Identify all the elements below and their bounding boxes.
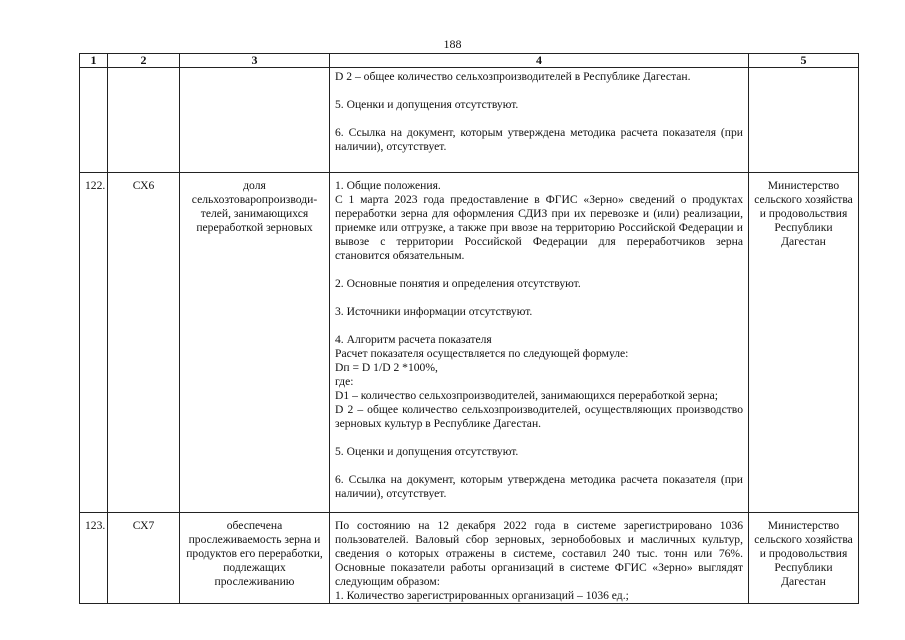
responsible-body: Министерство сельского хозяйства и продовольствия Республики Дагестан — [749, 513, 859, 604]
indicator-name: доля сельхозтоваропроизводи-телей, занимающихся переработкой зерновых — [180, 173, 330, 513]
paragraph: где: — [335, 375, 354, 388]
header-col-4: 4 — [330, 54, 749, 68]
paragraph: По состоянию на 12 декабря 2022 года в системе зарегистрировано 1036 пользователей. Валовый сбор зерновых, зернобобовых и масличных культур, сведения о которых отражены в системе, составил 240 тыс. тонн или 76%. Основные показатели работы организаций в системе ФГИС «Зерно» выглядят следующим образом: — [335, 519, 743, 588]
indicator-code: СХ6 — [108, 173, 180, 513]
continuation-cell — [330, 68, 749, 173]
paragraph: 2. Основные понятия и определения отсутствуют. — [335, 277, 581, 290]
section-title: 1. Общие положения. — [335, 179, 441, 192]
continuation-line: 5. Оценки и допущения отсутствуют. — [335, 98, 519, 111]
header-col-3: 3 — [180, 54, 330, 68]
continuation-line: D 2 – общее количество сельхозпроизводителей в Республике Дагестан. — [335, 70, 691, 83]
section-title: 4. Алгоритм расчета показателя — [335, 333, 492, 346]
header-col-2: 2 — [108, 54, 180, 68]
table-row — [80, 513, 859, 604]
indicator-name: обеспечена прослеживаемость зерна и продуктов его переработки, подлежащих прослеживанию — [180, 513, 330, 604]
formula: Dп = D 1/D 2 *100%, — [335, 361, 438, 374]
page-number: 188 — [443, 37, 462, 51]
table-row — [80, 173, 859, 513]
paragraph: С 1 марта 2023 года предоставление в ФГИС «Зерно» сведений о продуктах переработки зерна для оформления СДИЗ при их перевозке и (или) реализации, приемке или отгрузке, а также при ввозе на территорию Российской Федерации и вывозе с территории Российской Федерации для переработчиков зерна становится обязательным. — [335, 193, 743, 262]
paragraph: D1 – количество сельхозпроизводителей, занимающихся переработкой зерна; — [335, 389, 718, 402]
paragraph: 5. Оценки и допущения отсутствуют. — [335, 445, 519, 458]
indicator-methodology — [330, 173, 749, 513]
paragraph: 6. Ссылка на документ, которым утверждена методика расчета показателя (при наличии), отсутствует. — [335, 473, 743, 500]
indicator-methodology — [330, 513, 749, 604]
row-number: 123. — [80, 513, 108, 604]
table-row-continuation — [80, 68, 859, 173]
responsible-body: Министерство сельского хозяйства и продовольствия Республики Дагестан — [749, 173, 859, 513]
table-header-row — [80, 54, 859, 68]
paragraph: Расчет показателя осуществляется по следующей формуле: — [335, 347, 629, 360]
indicator-code: СХ7 — [108, 513, 180, 604]
header-col-5: 5 — [749, 54, 859, 68]
paragraph: D 2 – общее количество сельхозпроизводителей, осуществляющих производство зерновых культур в Республике Дагестан. — [335, 403, 743, 430]
paragraph: 1. Количество зарегистрированных организаций – 1036 ед.; — [335, 589, 629, 602]
header-col-1: 1 — [80, 54, 108, 68]
indicators-table — [79, 53, 859, 604]
row-number: 122. — [80, 173, 108, 513]
paragraph: 3. Источники информации отсутствуют. — [335, 305, 533, 318]
continuation-line: 6. Ссылка на документ, которым утверждена методика расчета показателя (при наличии), отсутствует. — [335, 126, 743, 153]
